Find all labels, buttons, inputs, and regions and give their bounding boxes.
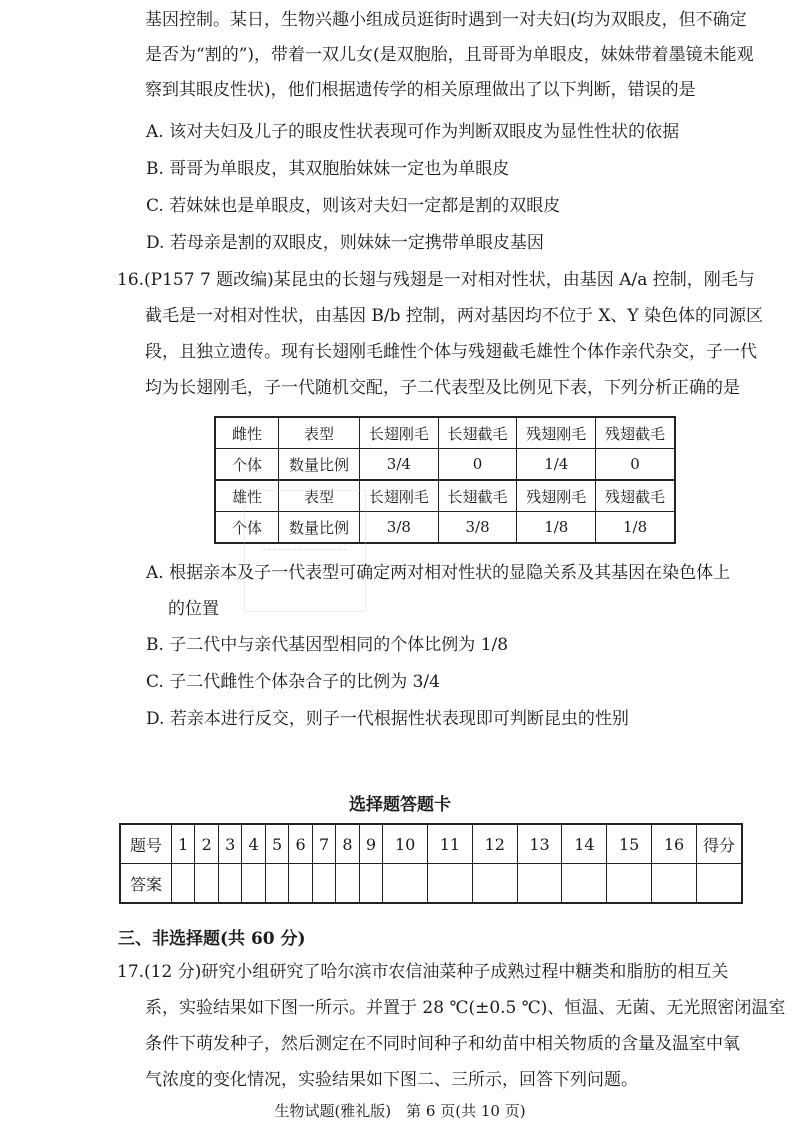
question-number: 6	[289, 824, 312, 864]
male-label: 个体	[215, 512, 279, 544]
q15-option-b: B. 哥哥为单眼皮，其双胞胎妹妹一定也为单眼皮	[146, 159, 510, 179]
table-row	[120, 864, 742, 904]
section-3-title: 三、非选择题(共 60 分)	[118, 929, 306, 949]
answer-cell[interactable]	[652, 864, 697, 904]
answer-cell[interactable]	[562, 864, 607, 904]
answer-cell[interactable]	[428, 864, 473, 904]
female-label: 雌性	[215, 417, 279, 449]
q17-line-2: 系，实验结果如下图一所示。并置于 28 ℃(±0.5 ℃)、恒温、无菌、无光照密闭温室	[145, 998, 786, 1018]
answer-cell[interactable]	[312, 864, 335, 904]
question-number: 10	[383, 824, 428, 864]
q16-option-d: D. 若亲本进行反交，则子一代根据性状表现即可判断昆虫的性别	[146, 709, 629, 729]
ratio-header: 数量比例	[279, 512, 360, 544]
row-label-number: 题号	[120, 824, 172, 864]
ratio-cell: 0	[438, 449, 517, 481]
faint-stamp-mark	[244, 490, 366, 612]
phenotype-cell: 残翅刚毛	[517, 417, 596, 449]
question-number: 4	[242, 824, 265, 864]
ratio-cell: 3/4	[360, 449, 439, 481]
question-number: 11	[428, 824, 473, 864]
q16-line-4: 均为长翅刚毛，子一代随机交配，子二代表型及比例见下表，下列分析正确的是	[145, 378, 740, 398]
q15-line-3: 察到其眼皮性状)，他们根据遗传学的相关原理做出了以下判断，错误的是	[145, 80, 696, 100]
answer-cell[interactable]	[472, 864, 517, 904]
q15-line-1: 基因控制。某日，生物兴趣小组成员逛街时遇到一对夫妇(均为双眼皮，但不确定	[145, 10, 747, 30]
phenotype-cell: 长翅截毛	[438, 417, 517, 449]
question-number: 9	[359, 824, 382, 864]
q17-line-1: 17.(12 分)研究小组研究了哈尔滨市农信油菜种子成熟过程中糖类和脂肪的相互关	[117, 962, 729, 982]
answer-cell[interactable]	[336, 864, 359, 904]
question-number: 12	[472, 824, 517, 864]
answer-card-table	[119, 823, 743, 904]
answer-cell[interactable]	[359, 864, 382, 904]
q17-line-3: 条件下萌发种子，然后测定在不同时间种子和幼苗中相关物质的含量及温室中氧	[145, 1034, 740, 1054]
answer-cell[interactable]	[195, 864, 218, 904]
ratio-cell: 1/8	[517, 512, 596, 544]
question-number: 7	[312, 824, 335, 864]
answer-cell[interactable]	[289, 864, 312, 904]
ratio-cell: 3/8	[360, 512, 439, 544]
question-number: 3	[218, 824, 241, 864]
answer-cell[interactable]	[607, 864, 652, 904]
q17-line-4: 气浓度的变化情况，实验结果如下图二、三所示，回答下列问题。	[145, 1070, 638, 1090]
table-row	[215, 417, 675, 449]
q16-option-a-cont: 的位置	[168, 599, 219, 619]
q16-option-a: A. 根据亲本及子一代表型可确定两对相对性状的显隐关系及其基因在染色体上	[146, 563, 731, 583]
score-label: 得分	[697, 824, 743, 864]
ratio-cell: 0	[596, 449, 675, 481]
table-row	[120, 824, 742, 864]
question-number: 14	[562, 824, 607, 864]
phenotype-cell: 长翅截毛	[438, 480, 517, 512]
phenotype-cell: 残翅刚毛	[517, 480, 596, 512]
answer-cell[interactable]	[517, 864, 562, 904]
answer-cell[interactable]	[218, 864, 241, 904]
question-number: 8	[336, 824, 359, 864]
answer-cell[interactable]	[383, 864, 428, 904]
q15-option-a: A. 该对夫妇及儿子的眼皮性状表现可作为判断双眼皮为显性性状的依据	[146, 122, 680, 142]
phenotype-cell: 长翅刚毛	[360, 417, 439, 449]
row-label-answer: 答案	[120, 864, 172, 904]
table-row	[215, 449, 675, 481]
phenotype-header: 表型	[279, 417, 360, 449]
question-number: 15	[607, 824, 652, 864]
phenotype-cell: 长翅刚毛	[360, 480, 439, 512]
phenotype-cell: 残翅截毛	[596, 480, 675, 512]
female-label: 个体	[215, 449, 279, 481]
q16-line-3: 段，且独立遗传。现有长翅刚毛雌性个体与残翅截毛雄性个体作亲代杂交，子一代	[145, 342, 757, 362]
ratio-header: 数量比例	[279, 449, 360, 481]
q15-option-d: D. 若母亲是割的双眼皮，则妹妹一定携带单眼皮基因	[146, 233, 544, 253]
phenotype-cell: 残翅截毛	[596, 417, 675, 449]
answer-cell[interactable]	[265, 864, 288, 904]
phenotype-header: 表型	[279, 480, 360, 512]
page-footer: 生物试题(雅礼版) 第 6 页(共 10 页)	[274, 1102, 526, 1120]
q16-line-1: 16.(P157 7 题改编)某昆虫的长翅与残翅是一对相对性状，由基因 A/a 控制，刚毛与	[117, 270, 755, 290]
question-number: 1	[172, 824, 195, 864]
ratio-cell: 3/8	[438, 512, 517, 544]
question-number: 16	[652, 824, 697, 864]
answer-card-title: 选择题答题卡	[349, 795, 451, 815]
q16-option-b: B. 子二代中与亲代基因型相同的个体比例为 1/8	[146, 635, 509, 655]
ratio-cell: 1/4	[517, 449, 596, 481]
ratio-cell: 1/8	[596, 512, 675, 544]
question-number: 13	[517, 824, 562, 864]
q15-option-c: C. 若妹妹也是单眼皮，则该对夫妇一定都是割的双眼皮	[146, 196, 561, 216]
question-number: 5	[265, 824, 288, 864]
question-number: 2	[195, 824, 218, 864]
q15-line-2: 是否为“割的”)，带着一双儿女(是双胞胎，且哥哥为单眼皮，妹妹带着墨镜未能观	[145, 45, 754, 65]
male-label: 雄性	[215, 480, 279, 512]
q16-option-c: C. 子二代雌性个体杂合子的比例为 3/4	[146, 672, 440, 692]
q16-line-2: 截毛是一对相对性状，由基因 B/b 控制，两对基因均不位于 X、Y 染色体的同源区	[145, 306, 764, 326]
answer-cell[interactable]	[172, 864, 195, 904]
answer-cell[interactable]	[242, 864, 265, 904]
score-cell[interactable]	[697, 864, 743, 904]
